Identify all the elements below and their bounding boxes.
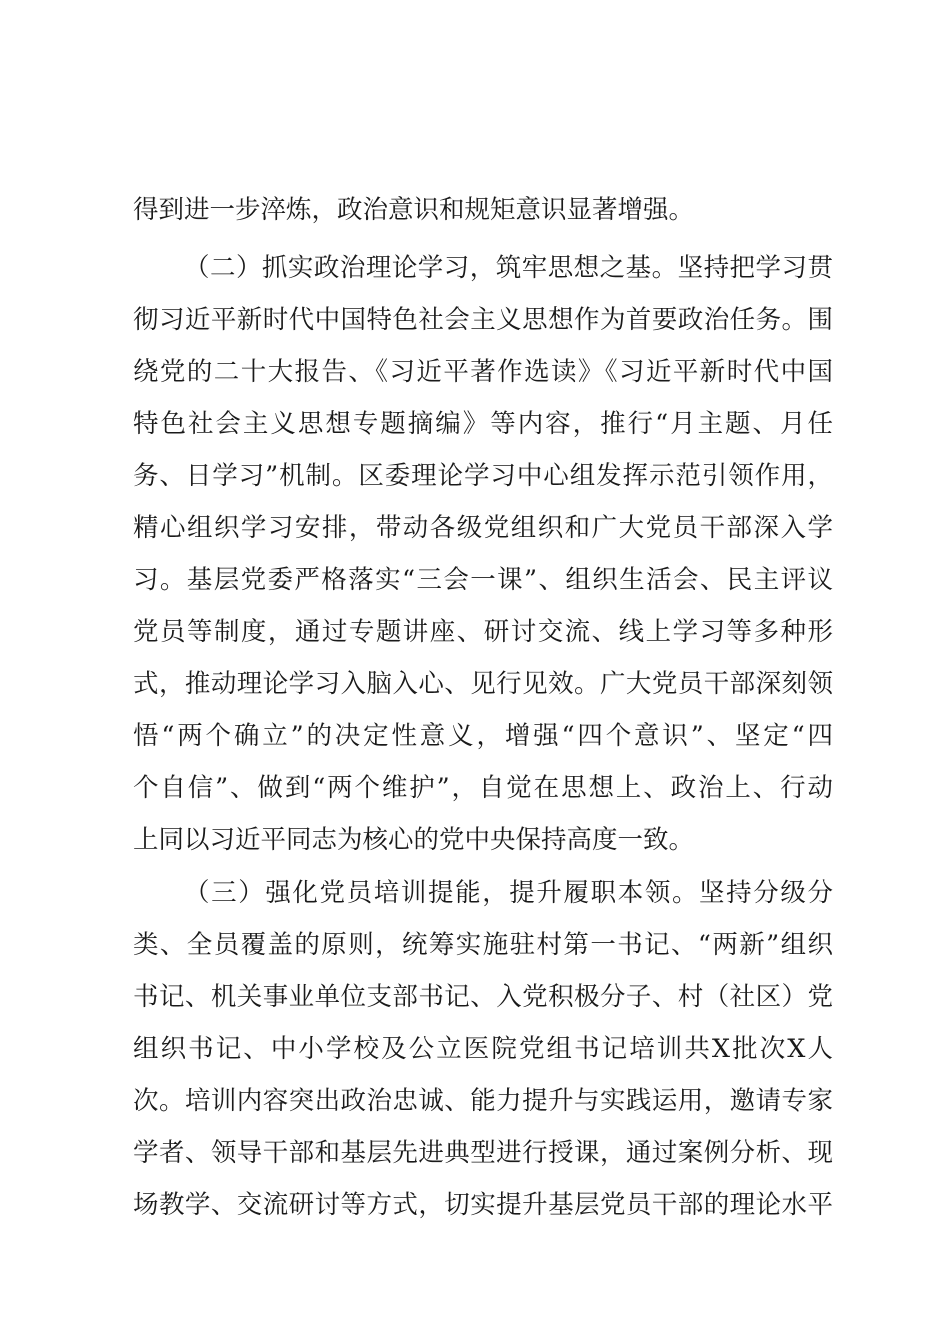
paragraph-2-line-5: 务、日学习”机制。区委理论学习中心组发挥示范引领作用， bbox=[133, 461, 833, 491]
paragraph-3-line-3: 书记、机关事业单位支部书记、入党积极分子、村（社区）党 bbox=[133, 982, 833, 1012]
paragraph-2-line-1: （二）抓实政治理论学习，筑牢思想之基。坚持把学习贯 bbox=[184, 253, 833, 283]
paragraph-2-line-4: 特色社会主义思想专题摘编》等内容，推行“月主题、月任 bbox=[133, 409, 833, 439]
paragraph-2-line-12: 上同以习近平同志为核心的党中央保持高度一致。 bbox=[133, 825, 695, 855]
paragraph-3-line-1: （三）强化党员培训提能，提升履职本领。坚持分级分 bbox=[184, 878, 833, 908]
paragraph-1-line-1: 得到进一步淬炼，政治意识和规矩意识显著增强。 bbox=[133, 195, 695, 225]
paragraph-2-line-6: 精心组织学习安排，带动各级党组织和广大党员干部深入学 bbox=[133, 513, 833, 543]
paragraph-2-line-9: 式，推动理论学习入脑入心、见行见效。广大党员干部深刻领 bbox=[133, 669, 833, 699]
paragraph-2-line-10: 悟“两个确立”的决定性意义，增强“四个意识”、坚定“四 bbox=[133, 721, 833, 751]
paragraph-2-line-11: 个自信”、做到“两个维护”，自觉在思想上、政治上、行动 bbox=[133, 773, 833, 803]
paragraph-2-line-3: 绕党的二十大报告、《习近平著作选读》《习近平新时代中国 bbox=[133, 357, 833, 387]
paragraph-3-line-5: 次。培训内容突出政治忠诚、能力提升与实践运用，邀请专家 bbox=[133, 1086, 833, 1116]
paragraph-2-line-2: 彻习近平新时代中国特色社会主义思想作为首要政治任务。围 bbox=[133, 305, 833, 335]
paragraph-2-line-8: 党员等制度，通过专题讲座、研讨交流、线上学习等多种形 bbox=[133, 617, 833, 647]
paragraph-3-line-6: 学者、领导干部和基层先进典型进行授课，通过案例分析、现 bbox=[133, 1138, 833, 1168]
paragraph-3-line-4: 组织书记、中小学校及公立医院党组书记培训共X批次X人 bbox=[133, 1034, 833, 1064]
paragraph-3-line-7: 场教学、交流研讨等方式，切实提升基层党员干部的理论水平 bbox=[133, 1190, 833, 1220]
paragraph-2-line-7: 习。基层党委严格落实“三会一课”、组织生活会、民主评议 bbox=[133, 565, 833, 595]
paragraph-3-line-2: 类、全员覆盖的原则，统筹实施驻村第一书记、“两新”组织 bbox=[133, 930, 833, 960]
